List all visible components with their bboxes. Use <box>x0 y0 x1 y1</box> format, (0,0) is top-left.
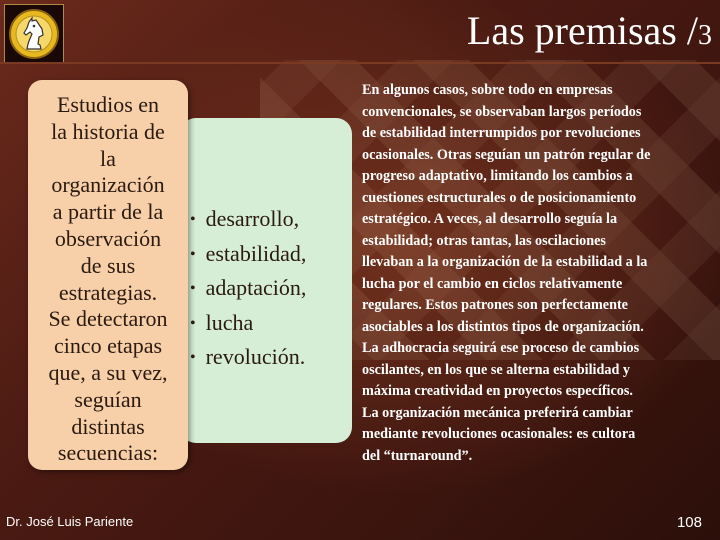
page-title <box>467 6 712 61</box>
intro-line: secuencias: <box>57 440 159 466</box>
stage-label: revolución. <box>205 344 306 369</box>
bullet-icon: • <box>190 280 196 297</box>
body-paragraph <box>362 80 712 467</box>
stages-list <box>190 202 360 375</box>
title-text: Las premisas <box>466 8 687 53</box>
intro-line: distintas <box>71 413 145 439</box>
intro-line: observación <box>54 225 162 251</box>
body-line: En algunos casos, sobre todo en empresas <box>362 82 613 98</box>
body-line: ocasionales. Otras seguían un patrón regular de <box>362 146 651 163</box>
body-line: oscilantes, en los que se alterna estabilidad y <box>362 361 630 378</box>
intro-line: organización <box>51 172 165 198</box>
body-line: progreso adaptativo, limitando los cambios a <box>362 168 633 184</box>
body-line: de estabilidad interrumpidos por revoluciones <box>362 125 641 141</box>
intro-line: Estudios en <box>56 92 160 117</box>
intro-line: la <box>100 145 116 171</box>
bullet-icon: • <box>190 314 196 332</box>
body-line: regulares. Estos patrones son perfectamente <box>362 297 628 313</box>
stage-item <box>190 202 360 237</box>
body-line: lucha por el cambio en ciclos relativamente <box>362 275 623 292</box>
intro-line: cinco etapas <box>53 333 163 359</box>
stage-item <box>190 306 360 341</box>
body-line: estratégico. A veces, al desarrollo seguía la <box>362 211 618 227</box>
stage-label: estabilidad, <box>205 240 307 266</box>
body-line: llevaban a la organización de la estabilidad a la <box>362 254 648 270</box>
stage-item <box>190 271 360 306</box>
stage-label: desarrollo, <box>205 206 300 231</box>
page-number: 108 <box>676 514 702 531</box>
chess-knight-icon <box>5 5 63 63</box>
stage-label: lucha <box>205 309 254 335</box>
logo <box>4 4 64 64</box>
intro-line: a partir de la <box>52 199 164 225</box>
intro-line: la historia de <box>51 118 165 144</box>
bullet-icon: • <box>190 211 196 228</box>
title-divider <box>0 62 720 64</box>
intro-line: Se detectaron <box>48 306 168 332</box>
body-line: del “turnaround”. <box>362 447 473 464</box>
intro-text <box>32 92 184 467</box>
bullet-icon: • <box>190 245 196 263</box>
author-footer: Dr. José Luis Pariente <box>6 514 134 529</box>
body-line: máxima creatividad en proyectos específicos. <box>362 383 633 399</box>
body-line: La adhocracia seguirá ese proceso de cambios <box>362 340 640 356</box>
body-line: estabilidad; otras tantas, las oscilaciones <box>362 232 606 249</box>
body-line: cuestiones estructurales o de posicionamiento <box>362 189 637 206</box>
body-line: asociables a los distintos tipos de organización. <box>362 318 644 335</box>
stage-label: adaptación, <box>205 275 307 300</box>
intro-line: seguían <box>74 386 142 412</box>
body-line: La organización mecánica preferirá cambiar <box>362 404 633 421</box>
title-slash: / <box>686 8 698 53</box>
body-line: convencionales, se observaban largos períodos <box>362 103 642 120</box>
body-line: mediante revoluciones ocasionales: es cultora <box>362 426 636 442</box>
intro-line: de sus <box>80 252 136 278</box>
intro-line: que, a su vez, <box>48 359 168 385</box>
stage-item <box>190 340 360 375</box>
intro-line: estrategias. <box>58 279 158 305</box>
bullet-icon: • <box>190 349 196 366</box>
stage-item <box>190 237 360 272</box>
title-number: 3 <box>698 20 712 51</box>
